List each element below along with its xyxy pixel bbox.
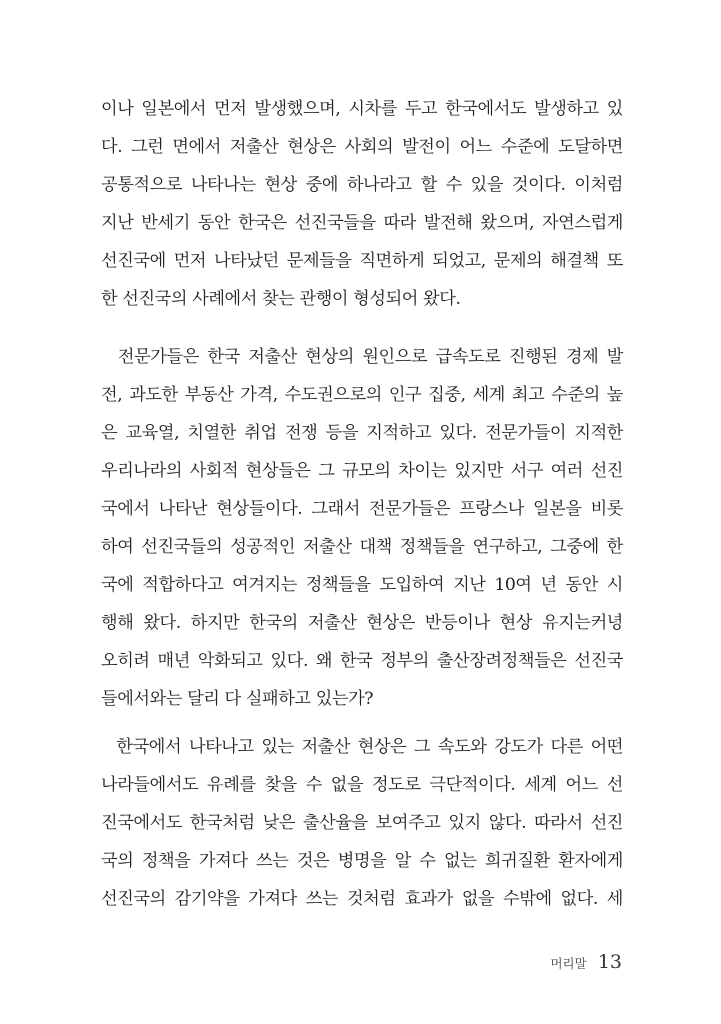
text-line: 하여 선진국들의 성공적인 저출산 대책 정책들을 연구하고, 그중에 한 <box>101 537 623 557</box>
running-footer-title: 머리말 <box>550 956 587 971</box>
text-line: 행해 왔다. 하지만 한국의 저출산 현상은 반등이나 현상 유지는커녕 <box>101 613 623 633</box>
text-line: 선진국에 먼저 나타났던 문제들을 직면하게 되었고, 문제의 해결책 또 <box>101 251 623 271</box>
text-line: 나라들에서도 유례를 찾을 수 없을 정도로 극단적이다. 세계 어느 선 <box>101 775 623 795</box>
text-line: 진국에서도 한국처럼 낮은 출산율을 보여주고 있지 않다. 따라서 선진 <box>101 813 623 833</box>
text-line: 한국에서 나타나고 있는 저출산 현상은 그 속도와 강도가 다른 어떤 <box>101 737 623 757</box>
text-line: 은 교육열, 치열한 취업 전쟁 등을 지적하고 있다. 전문가들이 지적한 <box>101 423 623 443</box>
paragraph-2 <box>101 338 623 718</box>
text-line: 공통적으로 나타나는 현상 중에 하나라고 할 수 있을 것이다. 이처럼 <box>101 175 623 195</box>
text-line: 선진국의 감기약을 가져다 쓰는 것처럼 효과가 없을 수밖에 없다. 세 <box>101 889 623 909</box>
paragraph-1 <box>101 90 623 318</box>
text-line: 한 선진국의 사례에서 찾는 관행이 형성되어 왔다. <box>101 289 461 309</box>
page-number: 13 <box>597 951 622 973</box>
text-line: 국에 적합하다고 여겨지는 정책들을 도입하여 지난 10여 년 동안 시 <box>101 575 623 595</box>
text-line: 국에서 나타난 현상들이다. 그래서 전문가들은 프랑스나 일본을 비롯 <box>101 499 623 519</box>
page-footer <box>550 950 622 974</box>
text-line: 국의 정책을 가져다 쓰는 것은 병명을 알 수 없는 희귀질환 환자에게 <box>101 851 623 871</box>
text-line: 오히려 매년 악화되고 있다. 왜 한국 정부의 출산장려정책들은 선진국 <box>101 651 623 671</box>
text-line: 지난 반세기 동안 한국은 선진국들을 따라 발전해 왔으며, 자연스럽게 <box>101 213 623 233</box>
text-line: 전, 과도한 부동산 가격, 수도권으로의 인구 집중, 세계 최고 수준의 높 <box>101 385 623 405</box>
text-line: 전문가들은 한국 저출산 현상의 원인으로 급속도로 진행된 경제 발 <box>101 347 623 367</box>
text-line: 다. 그런 면에서 저출산 현상은 사회의 발전이 어느 수준에 도달하면 <box>101 137 623 157</box>
text-line: 우리나라의 사회적 현상들은 그 규모의 차이는 있지만 서구 여러 선진 <box>101 461 623 481</box>
text-line: 이나 일본에서 먼저 발생했으며, 시차를 두고 한국에서도 발생하고 있 <box>101 99 623 119</box>
paragraph-3 <box>101 728 623 918</box>
text-line: 들에서와는 달리 다 실패하고 있는가? <box>101 689 374 709</box>
